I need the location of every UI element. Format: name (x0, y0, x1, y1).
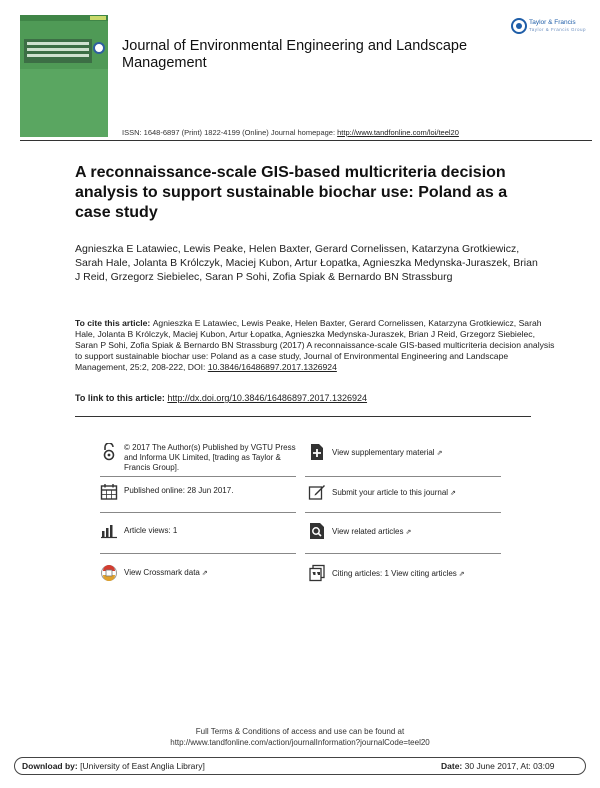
plus-document-icon (308, 443, 326, 461)
external-link-icon: ⇗ (436, 450, 443, 457)
terms-text: Full Terms & Conditions of access and use can be found at (195, 727, 405, 736)
submit-article-link[interactable]: Submit your article to this journal (332, 488, 449, 497)
terms-link[interactable]: http://www.tandfonline.com/action/journalInformation?journalCode=teel20 (170, 738, 430, 747)
license-text: © 2017 The Author(s) Published by VGTU Press and Informa UK Limited, [trading as Taylor & Francis Group]. (124, 443, 296, 472)
journal-title: Journal of Environmental Engineering and Landscape Management (122, 38, 468, 71)
calendar-icon (100, 483, 118, 501)
external-link-icon: ⇗ (405, 529, 412, 536)
crossmark-icon (100, 564, 118, 582)
article-views-item (100, 522, 300, 542)
publisher-name: Taylor & Francis (529, 19, 576, 26)
publisher-logo (511, 18, 591, 38)
citing-articles-icon (308, 564, 326, 582)
citing-articles-item[interactable] (308, 564, 538, 584)
published-online-text: Published online: 28 Jun 2017. (124, 486, 234, 495)
external-link-icon: ⇗ (450, 490, 456, 497)
edit-icon (308, 483, 326, 501)
downloaded-by-label: Download by: (22, 761, 78, 771)
citation-block (75, 318, 555, 373)
related-articles-item[interactable] (308, 522, 538, 542)
bar-chart-icon (100, 522, 118, 540)
citation-label: To cite this article: (75, 318, 153, 328)
vgtu-seal-icon (93, 42, 105, 54)
publisher-tagline: Taylor & Francis Group (529, 27, 587, 32)
external-link-icon: ⇗ (201, 570, 208, 577)
supplementary-item[interactable] (308, 443, 538, 463)
downloaded-by (22, 761, 205, 771)
related-articles-link[interactable]: View related articles (332, 527, 404, 536)
article-views-text: Article views: 1 (124, 526, 178, 535)
search-document-icon (308, 522, 326, 540)
crossmark-item[interactable] (100, 564, 300, 584)
supplementary-link[interactable]: View supplementary material (332, 448, 435, 457)
journal-cover-image (20, 15, 108, 137)
issn-text: ISSN: 1648-6897 (Print) 1822-4199 (Online) Journal homepage: (122, 128, 338, 137)
crossmark-link[interactable]: View Crossmark data (124, 568, 200, 577)
published-online-item (100, 483, 300, 503)
journal-homepage-link[interactable]: http://www.tandfonline.com/loi/teel20 (337, 128, 459, 137)
citation-doi-link[interactable]: 10.3846/16486897.2017.1326924 (207, 362, 337, 372)
downloaded-by-value: [University of East Anglia Library] (77, 761, 205, 771)
link-label: To link to this article: (75, 393, 168, 403)
external-link-icon: ⇗ (458, 571, 465, 578)
open-access-icon (100, 443, 118, 461)
download-date (441, 761, 554, 771)
section-divider (75, 416, 531, 417)
article-authors: Agnieszka E Latawiec, Lewis Peake, Helen Baxter, Gerard Cornelissen, Katarzyna Grotkiewicz, Sarah Hale, Jolanta B Królczyk, Maciej Kubon, Artur Łopatka, Agnieszka Medynska-Juraszek, Brian J Reid, Grzegorz Siebielec, Saran P Sohi, Zofia Spiak & Bernardo BN Strassburg (75, 243, 538, 283)
header-divider (20, 140, 592, 141)
issn-line (122, 128, 592, 137)
license-item (100, 443, 300, 483)
citation-text: Agnieszka E Latawiec, Lewis Peake, Helen Baxter, Gerard Cornelissen, Katarzyna Grotkiewicz, Sarah Hale, Jolanta B Królczyk, Maciej Kubon, Artur Łopatka, Agnieszka Medynska-Juraszek, Brian J Reid, Grzegorz Siebielec, Saran P Sohi, Zofia Spiak & Bernardo BN Strassburg (2017) A reconnaissance-scale GIS-based multicriteria decision analysis to support sustainable biochar use: Poland as a case study, Journal of Environmental Engineering and Landscape Management, 25:2, 208-222, DOI: (75, 318, 555, 372)
article-title: A reconnaissance-scale GIS-based multicriteria decision analysis to support sustainable biochar use: Poland as a case study (75, 164, 508, 221)
terms-notice (0, 726, 600, 748)
download-date-value: 30 June 2017, At: 03:09 (462, 761, 555, 771)
download-date-label: Date: (441, 761, 463, 771)
submit-article-item[interactable] (308, 483, 538, 503)
publisher-logo-icon (511, 18, 527, 34)
article-doi-link[interactable]: http://dx.doi.org/10.3846/16486897.2017.1326924 (167, 393, 368, 403)
citing-articles-link[interactable]: Citing articles: 1 View citing articles (332, 569, 457, 578)
article-link-line (75, 393, 555, 403)
